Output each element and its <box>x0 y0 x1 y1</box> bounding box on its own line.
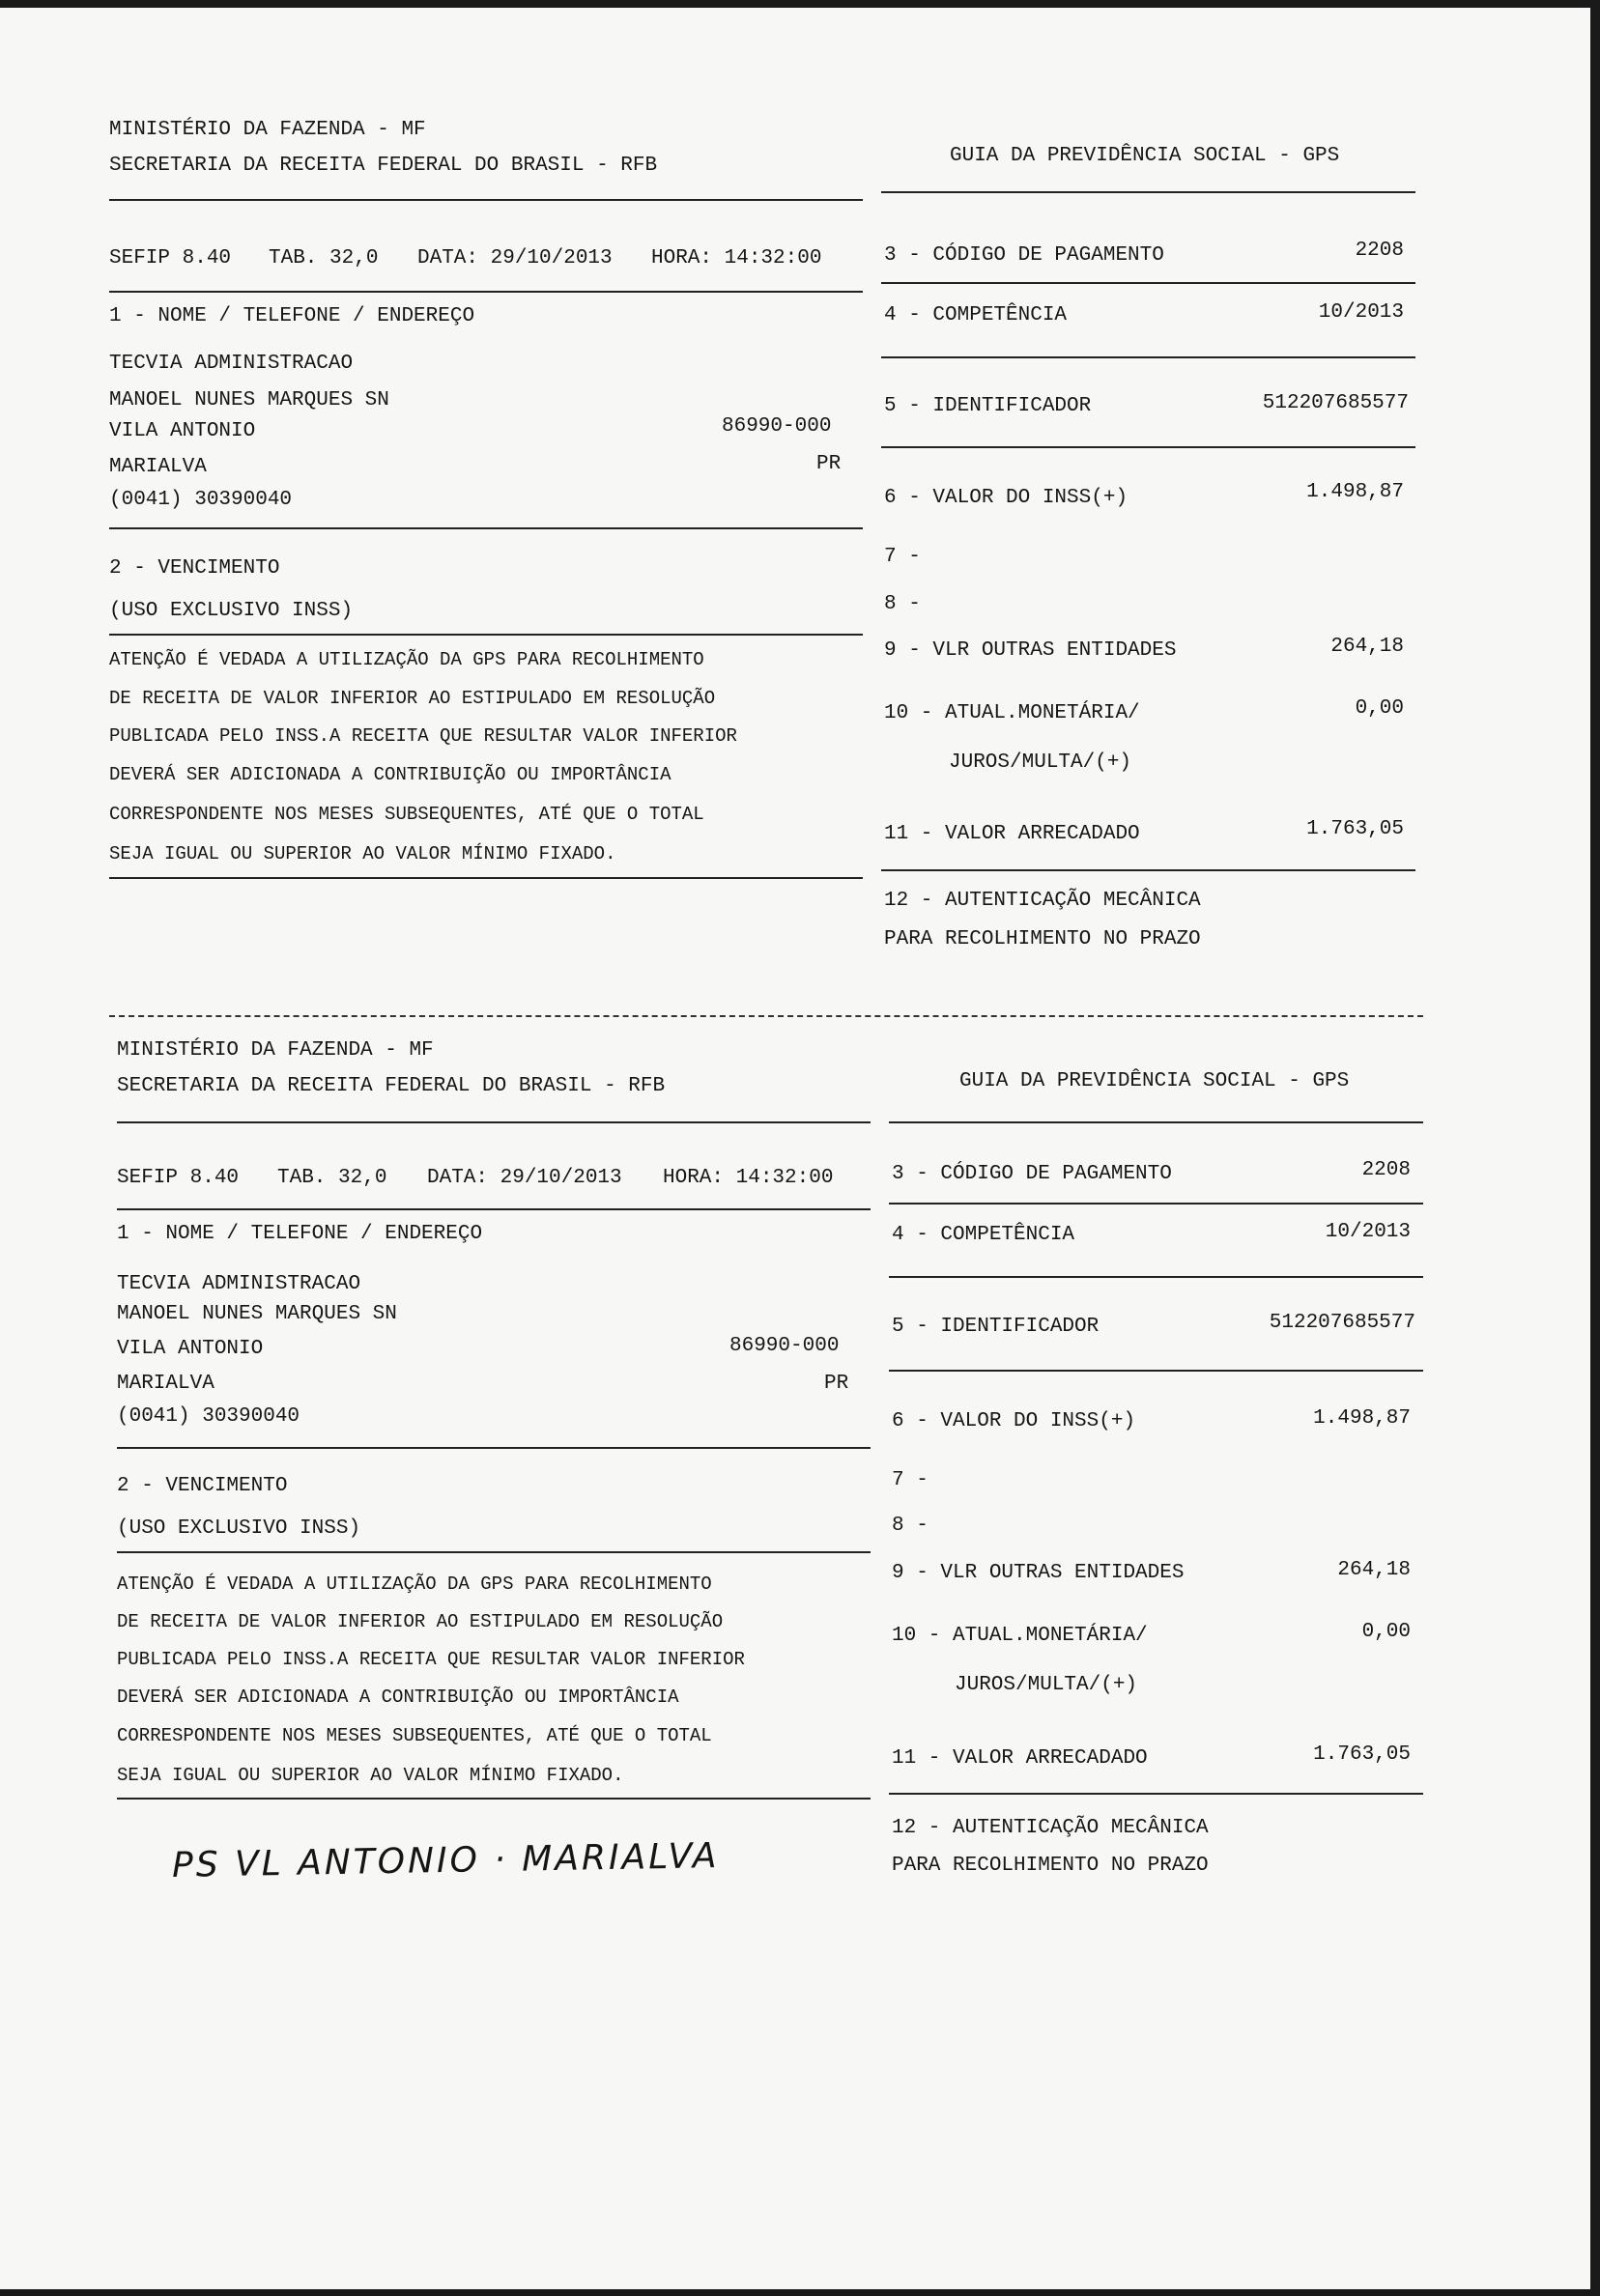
field-11-label: 11 - VALOR ARRECADADO <box>884 823 1140 845</box>
divider <box>109 199 863 201</box>
competencia: 10/2013 <box>1325 1221 1411 1243</box>
contribuinte-bairro: VILA ANTONIO <box>109 420 256 442</box>
field-10-label: 10 - ATUAL.MONETÁRIA/ <box>892 1625 1148 1647</box>
field-3-label: 3 - CÓDIGO DE PAGAMENTO <box>892 1163 1172 1185</box>
field-6-label: 6 - VALOR DO INSS(+) <box>892 1410 1136 1432</box>
tab-version: TAB. 32,0 <box>277 1167 387 1189</box>
identificador: 512207685577 <box>1262 392 1409 414</box>
divider <box>117 1121 871 1123</box>
codigo-pagamento: 2208 <box>1355 240 1404 262</box>
field-2-label: 2 - VENCIMENTO <box>117 1475 288 1497</box>
field-2-sub: (USO EXCLUSIVO INSS) <box>117 1517 361 1540</box>
divider <box>117 1798 871 1800</box>
field-9-label: 9 - VLR OUTRAS ENTIDADES <box>892 1562 1185 1584</box>
notice-line: PUBLICADA PELO INSS.A RECEITA QUE RESULTAR VALOR INFERIOR <box>109 725 737 747</box>
contribuinte-telefone: (0041) 30390040 <box>109 489 293 511</box>
notice-line: SEJA IGUAL OU SUPERIOR AO VALOR MÍNIMO FIXADO. <box>109 843 616 865</box>
identificador: 512207685577 <box>1269 1312 1415 1334</box>
divider <box>889 1203 1423 1205</box>
field-2-sub: (USO EXCLUSIVO INSS) <box>109 600 354 622</box>
field-10-label-2: JUROS/MULTA/(+) <box>949 751 1132 774</box>
divider <box>881 282 1415 284</box>
contribuinte-nome: TECVIA ADMINISTRACAO <box>109 353 354 375</box>
field-4-label: 4 - COMPETÊNCIA <box>884 304 1068 326</box>
contribuinte-nome: TECVIA ADMINISTRACAO <box>117 1273 361 1295</box>
field-6-label: 6 - VALOR DO INSS(+) <box>884 487 1129 509</box>
field-12-label-2: PARA RECOLHIMENTO NO PRAZO <box>884 928 1201 950</box>
field-3-label: 3 - CÓDIGO DE PAGAMENTO <box>884 244 1164 267</box>
field-12-label-2: PARA RECOLHIMENTO NO PRAZO <box>892 1855 1209 1877</box>
divider <box>117 1208 871 1210</box>
contribuinte-endereco: MANOEL NUNES MARQUES SN <box>109 389 389 411</box>
divider <box>109 291 863 293</box>
valor-inss: 1.498,87 <box>1313 1407 1411 1430</box>
secretaria-title: SECRETARIA DA RECEITA FEDERAL DO BRASIL - RFB <box>109 155 658 177</box>
field-1-label: 1 - NOME / TELEFONE / ENDEREÇO <box>117 1223 483 1245</box>
notice-line: DE RECEITA DE VALOR INFERIOR AO ESTIPULADO EM RESOLUÇÃO <box>109 688 716 709</box>
field-1-label: 1 - NOME / TELEFONE / ENDEREÇO <box>109 305 475 327</box>
divider <box>881 191 1415 193</box>
valor-arrecadado: 1.763,05 <box>1313 1743 1411 1766</box>
field-2-label: 2 - VENCIMENTO <box>109 557 280 580</box>
notice-line: CORRESPONDENTE NOS MESES SUBSEQUENTES, ATÉ QUE O TOTAL <box>109 804 704 825</box>
divider <box>889 1121 1423 1123</box>
atualizacao-monetaria: 0,00 <box>1361 1621 1411 1643</box>
field-7-label: 7 - <box>884 546 921 568</box>
divider <box>889 1276 1423 1278</box>
divider <box>109 527 863 529</box>
contribuinte-cep: 86990-000 <box>729 1335 840 1357</box>
contribuinte-uf: PR <box>816 453 842 475</box>
field-8-label: 8 - <box>892 1515 929 1537</box>
notice-line: DEVERÁ SER ADICIONADA A CONTRIBUIÇÃO OU IMPORTÂNCIA <box>117 1687 679 1708</box>
ministerio-title: MINISTÉRIO DA FAZENDA - MF <box>117 1039 434 1062</box>
notice-line: CORRESPONDENTE NOS MESES SUBSEQUENTES, ATÉ QUE O TOTAL <box>117 1725 712 1746</box>
gps-title: GUIA DA PREVIDÊNCIA SOCIAL - GPS <box>959 1070 1350 1092</box>
secretaria-title: SECRETARIA DA RECEITA FEDERAL DO BRASIL - RFB <box>117 1075 666 1097</box>
divider <box>889 1370 1423 1372</box>
field-9-label: 9 - VLR OUTRAS ENTIDADES <box>884 639 1177 662</box>
competencia: 10/2013 <box>1318 301 1404 324</box>
field-10-label: 10 - ATUAL.MONETÁRIA/ <box>884 702 1140 724</box>
divider <box>117 1447 871 1449</box>
field-4-label: 4 - COMPETÊNCIA <box>892 1224 1075 1246</box>
notice-line: DEVERÁ SER ADICIONADA A CONTRIBUIÇÃO OU IMPORTÂNCIA <box>109 764 671 785</box>
emission-date: DATA: 29/10/2013 <box>417 247 613 269</box>
codigo-pagamento: 2208 <box>1361 1159 1411 1181</box>
atualizacao-monetaria: 0,00 <box>1355 697 1404 720</box>
contribuinte-uf: PR <box>824 1373 849 1395</box>
sefip-version: SEFIP 8.40 <box>109 247 232 269</box>
notice-line: PUBLICADA PELO INSS.A RECEITA QUE RESULTAR VALOR INFERIOR <box>117 1649 745 1670</box>
handwritten-note: PS VL ANTONIO · MARIALVA <box>171 1836 720 1885</box>
emission-date: DATA: 29/10/2013 <box>427 1167 622 1189</box>
sefip-version: SEFIP 8.40 <box>117 1167 240 1189</box>
contribuinte-endereco: MANOEL NUNES MARQUES SN <box>117 1303 397 1325</box>
scanned-page <box>0 8 1590 2289</box>
divider <box>117 1551 871 1553</box>
valor-arrecadado: 1.763,05 <box>1306 818 1404 840</box>
valor-inss: 1.498,87 <box>1306 481 1404 503</box>
emission-time: HORA: 14:32:00 <box>663 1167 834 1189</box>
ministerio-title: MINISTÉRIO DA FAZENDA - MF <box>109 119 426 141</box>
contribuinte-cidade: MARIALVA <box>109 456 207 478</box>
cut-line <box>109 1015 1423 1017</box>
notice-line: ATENÇÃO É VEDADA A UTILIZAÇÃO DA GPS PARA RECOLHIMENTO <box>117 1573 712 1595</box>
emission-time: HORA: 14:32:00 <box>651 247 822 269</box>
valor-outras-entidades: 264,18 <box>1337 1559 1411 1581</box>
contribuinte-bairro: VILA ANTONIO <box>117 1338 264 1360</box>
valor-outras-entidades: 264,18 <box>1330 636 1404 658</box>
field-11-label: 11 - VALOR ARRECADADO <box>892 1747 1148 1770</box>
field-7-label: 7 - <box>892 1469 929 1491</box>
divider <box>889 1793 1423 1795</box>
divider <box>881 869 1415 871</box>
field-5-label: 5 - IDENTIFICADOR <box>884 395 1092 417</box>
divider <box>109 877 863 879</box>
notice-line: SEJA IGUAL OU SUPERIOR AO VALOR MÍNIMO FIXADO. <box>117 1765 624 1786</box>
contribuinte-cep: 86990-000 <box>722 415 832 438</box>
notice-line: DE RECEITA DE VALOR INFERIOR AO ESTIPULADO EM RESOLUÇÃO <box>117 1611 724 1632</box>
tab-version: TAB. 32,0 <box>269 247 379 269</box>
field-12-label: 12 - AUTENTICAÇÃO MECÂNICA <box>892 1817 1209 1839</box>
contribuinte-telefone: (0041) 30390040 <box>117 1405 300 1428</box>
field-12-label: 12 - AUTENTICAÇÃO MECÂNICA <box>884 890 1201 912</box>
divider <box>109 634 863 636</box>
field-10-label-2: JUROS/MULTA/(+) <box>955 1674 1138 1696</box>
notice-line: ATENÇÃO É VEDADA A UTILIZAÇÃO DA GPS PARA RECOLHIMENTO <box>109 649 704 670</box>
field-5-label: 5 - IDENTIFICADOR <box>892 1316 1100 1338</box>
divider <box>881 356 1415 358</box>
contribuinte-cidade: MARIALVA <box>117 1373 214 1395</box>
field-8-label: 8 - <box>884 593 921 615</box>
divider <box>881 446 1415 448</box>
gps-title: GUIA DA PREVIDÊNCIA SOCIAL - GPS <box>950 145 1340 167</box>
